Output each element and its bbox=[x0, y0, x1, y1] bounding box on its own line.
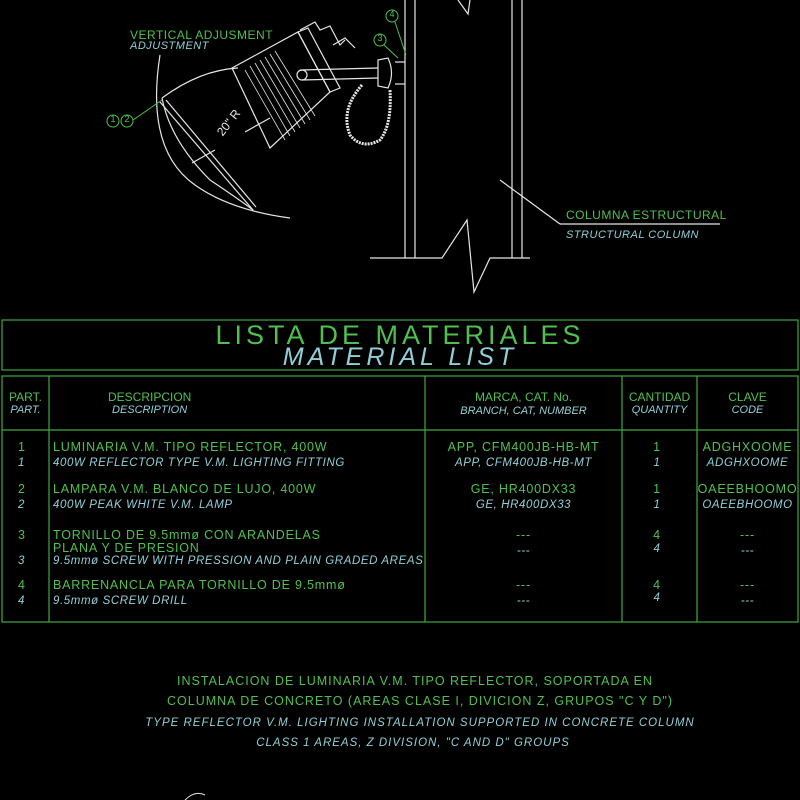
row-code-es: ADGHXOOME bbox=[702, 440, 793, 454]
row-description-es: LAMPARA V.M. BLANCO DE LUJO, 400W bbox=[53, 482, 317, 496]
row-quantity-es: 4 bbox=[653, 578, 661, 592]
radius-dimension: 20" R bbox=[214, 106, 244, 139]
row-code-es: --- bbox=[740, 578, 755, 592]
row-part-en: 2 bbox=[18, 499, 25, 511]
vertical-adjustment-label-es: VERTICAL ADJUSMENT bbox=[130, 28, 274, 42]
row-code-es: OAEEBHOOMO bbox=[697, 482, 798, 496]
row-description-es: LUMINARIA V.M. TIPO REFLECTOR, 400W bbox=[53, 440, 328, 454]
balloon-1-label: 1 bbox=[110, 114, 116, 124]
caption-es-line2: COLUMNA DE CONCRETO (AREAS CLASE I, DIVICION Z, GRUPOS "C Y D") bbox=[167, 694, 673, 708]
header-quantity-es: CANTIDAD bbox=[628, 390, 691, 404]
material-list-title-es: LISTA DE MATERIALES bbox=[215, 320, 585, 350]
balloon-4-label: 4 bbox=[389, 9, 395, 19]
header-part-en: PART. bbox=[10, 404, 41, 416]
header-code-es: CLAVE bbox=[728, 390, 767, 404]
header-description-es: DESCRIPCION bbox=[108, 390, 192, 404]
caption-en-line1: TYPE REFLECTOR V.M. LIGHTING INSTALLATION SUPPORTED IN CONCRETE COLUMN bbox=[145, 717, 695, 729]
caption-en-line2: CLASS 1 AREAS, Z DIVISION, "C AND D" GROUPS bbox=[256, 737, 570, 749]
row-brand-es: GE, HR400DX33 bbox=[470, 482, 577, 496]
header-quantity-en: QUANTITY bbox=[631, 404, 688, 416]
balloon-3-label: 3 bbox=[377, 33, 383, 43]
row-part-es: 2 bbox=[18, 482, 26, 496]
row-description-es: BARRENANCLA PARA TORNILLO DE 9.5mmø bbox=[53, 578, 346, 592]
row-quantity-es: 4 bbox=[653, 528, 661, 542]
header-code-en: CODE bbox=[731, 404, 764, 416]
header-brand-es: MARCA, CAT. No. bbox=[474, 390, 573, 404]
header-description-en: DESCRIPTION bbox=[112, 404, 188, 416]
row-description-en: 400W REFLECTOR TYPE V.M. LIGHTING FITTING bbox=[53, 457, 345, 469]
row-quantity-en: 4 bbox=[653, 543, 661, 555]
row-code-es: --- bbox=[740, 528, 755, 542]
row-quantity-es: 1 bbox=[653, 440, 661, 454]
row-brand-es: --- bbox=[516, 578, 531, 592]
row-brand-en: --- bbox=[516, 545, 531, 557]
row-code-en: --- bbox=[740, 545, 755, 557]
row-quantity-es: 1 bbox=[653, 482, 661, 496]
row-quantity-en: 1 bbox=[653, 457, 661, 469]
row-brand-en: --- bbox=[516, 595, 531, 607]
caption-es-line1: INSTALACION DE LUMINARIA V.M. TIPO REFLECTOR, SOPORTADA EN bbox=[177, 674, 653, 688]
row-brand-es: APP, CFM400JB-HB-MT bbox=[447, 440, 600, 454]
row-code-en: ADGHXOOME bbox=[706, 457, 789, 469]
balloon-2-label: 2 bbox=[124, 114, 130, 124]
row-brand-en: APP, CFM400JB-HB-MT bbox=[454, 457, 593, 469]
row-description-es-line2: PLANA Y DE PRESION bbox=[53, 541, 200, 555]
row-brand-en: GE, HR400DX33 bbox=[475, 499, 572, 511]
structural-column-label-en: STRUCTURAL COLUMN bbox=[566, 229, 699, 241]
row-description-es: TORNILLO DE 9.5mmø CON ARANDELAS bbox=[53, 528, 321, 542]
row-brand-es: --- bbox=[516, 528, 531, 542]
row-description-en: 9.5mmø SCREW WITH PRESSION AND PLAIN GRADED AREAS bbox=[53, 555, 424, 567]
header-part-es: PART. bbox=[9, 390, 42, 404]
header-brand-en: BRANCH, CAT, NUMBER bbox=[460, 405, 587, 417]
structural-column-label-es: COLUMNA ESTRUCTURAL bbox=[566, 208, 727, 222]
material-list-title-en: MATERIAL LIST bbox=[282, 343, 518, 371]
row-code-en: --- bbox=[740, 595, 755, 607]
row-part-es: 4 bbox=[18, 578, 26, 592]
row-part-en: 3 bbox=[18, 555, 25, 567]
row-part-en: 1 bbox=[18, 457, 25, 469]
row-description-en: 400W PEAK WHITE V.M. LAMP bbox=[53, 499, 233, 511]
row-quantity-en: 1 bbox=[653, 499, 661, 511]
row-description-en: 9.5mmø SCREW DRILL bbox=[53, 595, 188, 607]
row-code-en: OAEEBHOOMO bbox=[702, 499, 793, 511]
row-quantity-en: 4 bbox=[653, 592, 661, 604]
row-part-en: 4 bbox=[18, 595, 25, 607]
vertical-adjustment-label-en: ADJUSTMENT bbox=[130, 40, 209, 52]
row-part-es: 1 bbox=[18, 440, 26, 454]
row-part-es: 3 bbox=[18, 528, 26, 542]
